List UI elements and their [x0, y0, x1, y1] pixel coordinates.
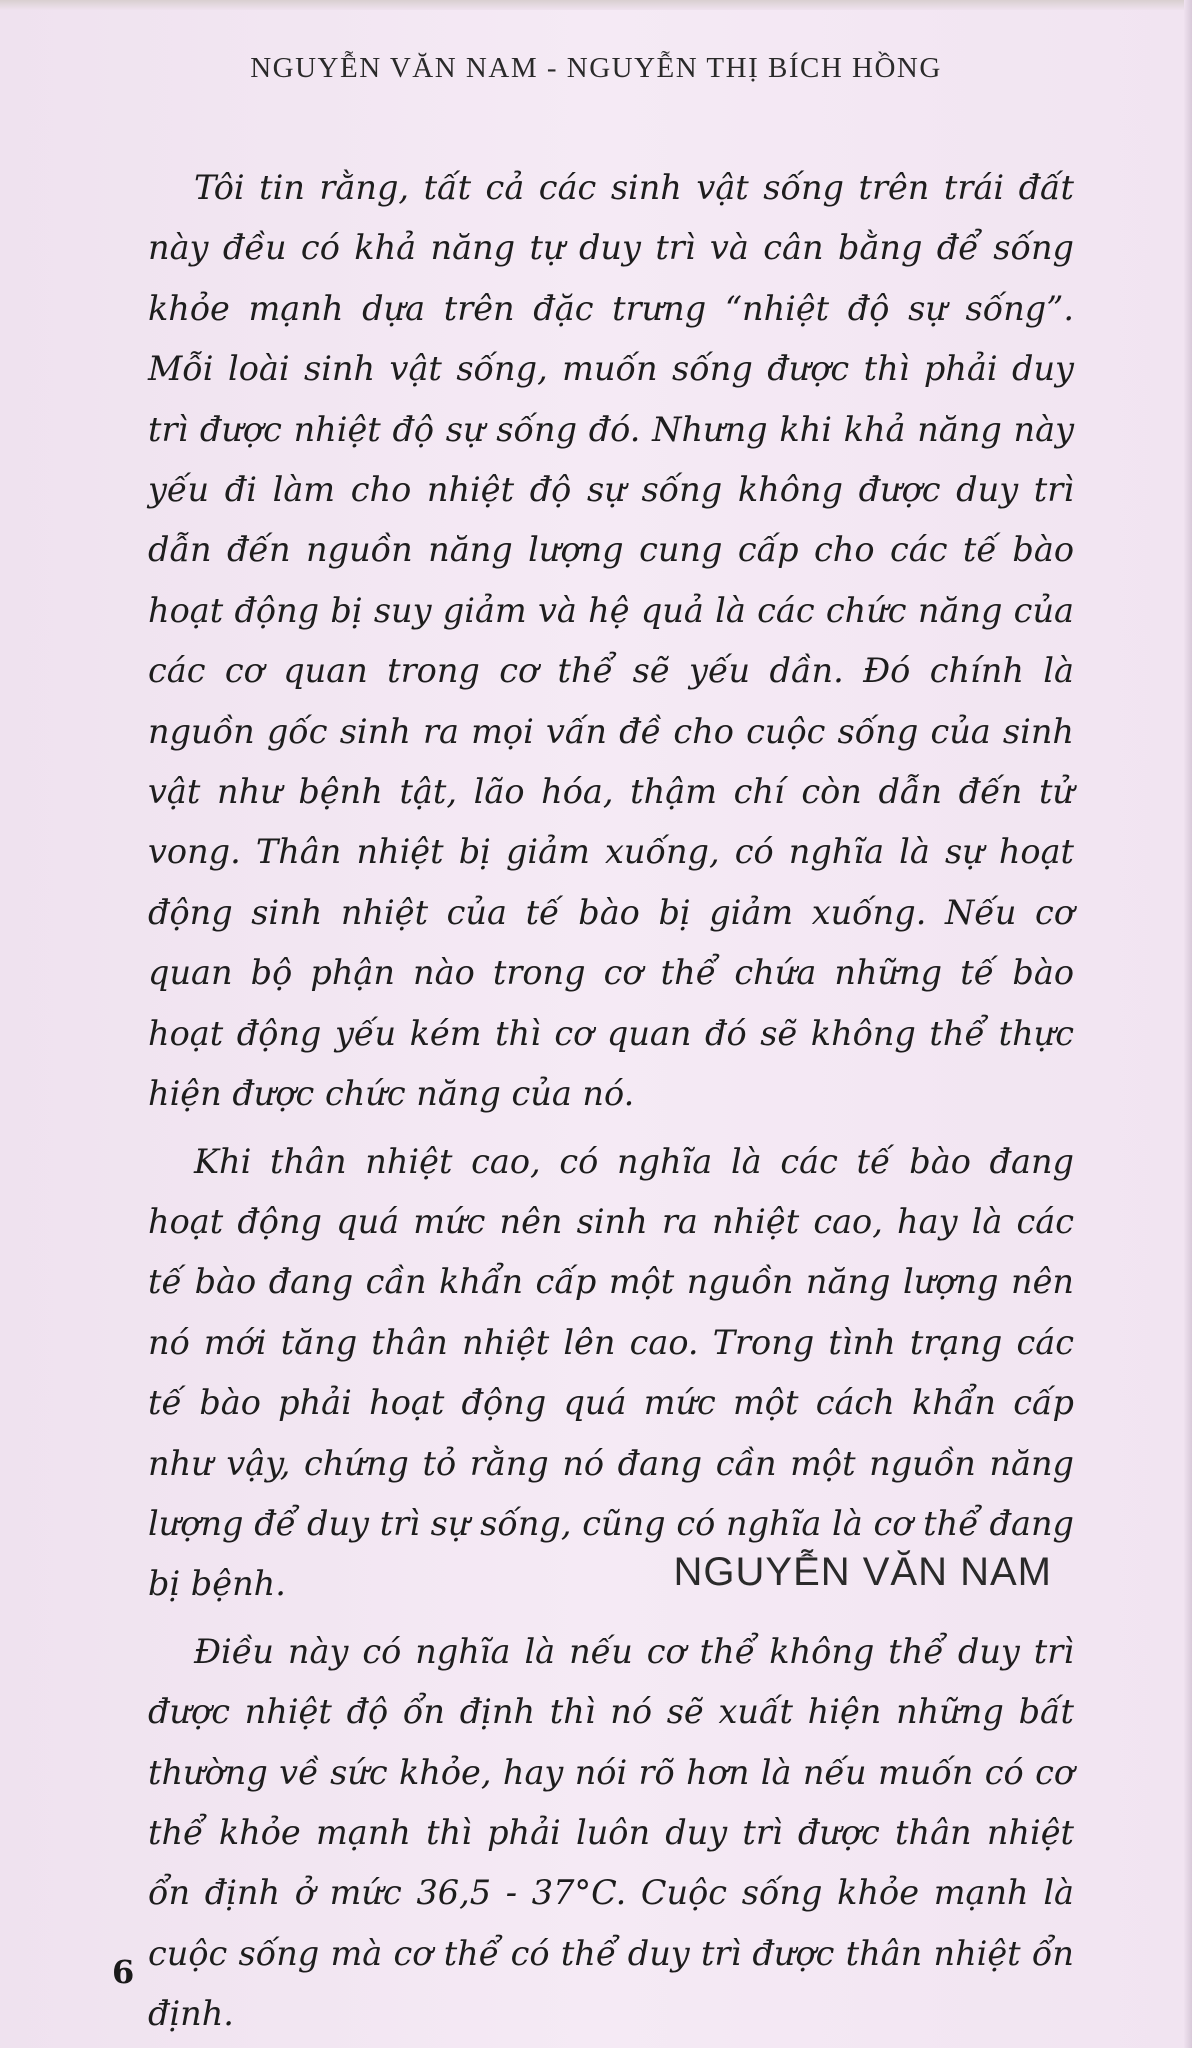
author-signature: NGUYỄN VĂN NAM — [673, 1550, 1052, 1594]
page-right-edge — [1184, 0, 1192, 2048]
paragraph-2: Khi thân nhiệt cao, có nghĩa là các tế bào đang hoạt động quá mức nên sinh ra nhiệt cao, hay là các tế bào đang cần khẩn cấp một nguồn năng lượng nên nó mới tăng thân nhiệt lên cao. Trong tình trạng các tế bào phải hoạt động quá mức một cách khẩn cấp như vậy, chứng tỏ rằng nó đang cần một nguồn năng lượng để duy trì sự sống, cũng có nghĩa là cơ thể đang bị bệnh. — [148, 1141, 1074, 1604]
page-top-edge — [0, 0, 1192, 10]
body-text — [148, 158, 1074, 2045]
page-number: 6 — [112, 1953, 135, 1991]
paragraph-3: Điều này có nghĩa là nếu cơ thể không thể duy trì được nhiệt độ ổn định thì nó sẽ xuất hiện những bất thường về sức khỏe, hay nói rõ hơn là nếu muốn có cơ thể khỏe mạnh thì phải luôn duy trì được thân nhiệt ổn định ở mức 36,5 - 37°C. Cuộc sống khỏe mạnh là cuộc sống mà cơ thể có thể duy trì được thân nhiệt ổn định. — [148, 1631, 1074, 2034]
paragraph-1: Tôi tin rằng, tất cả các sinh vật sống trên trái đất này đều có khả năng tự duy trì và cân bằng để sống khỏe mạnh dựa trên đặc trưng “nhiệt độ sự sống”. Mỗi loài sinh vật sống, muốn sống được thì phải duy trì được nhiệt độ sự sống đó. Nhưng khi khả năng này yếu đi làm cho nhiệt độ sự sống không được duy trì dẫn đến nguồn năng lượng cung cấp cho các tế bào hoạt động bị suy giảm và hệ quả là các chức năng của các cơ quan trong cơ thể sẽ yếu dần. Đó chính là nguồn gốc sinh ra mọi vấn đề cho cuộc sống của sinh vật như bệnh tật, lão hóa, thậm chí còn dẫn đến tử vong. Thân nhiệt bị giảm xuống, có nghĩa là sự hoạt động sinh nhiệt của tế bào bị giảm xuống. Nếu cơ quan bộ phận nào trong cơ thể chứa những tế bào hoạt động yếu kém thì cơ quan đó sẽ không thể thực hiện được chức năng của nó. — [148, 168, 1074, 1114]
running-header-authors: NGUYỄN VĂN NAM - NGUYỄN THỊ BÍCH HỒNG — [250, 52, 942, 84]
